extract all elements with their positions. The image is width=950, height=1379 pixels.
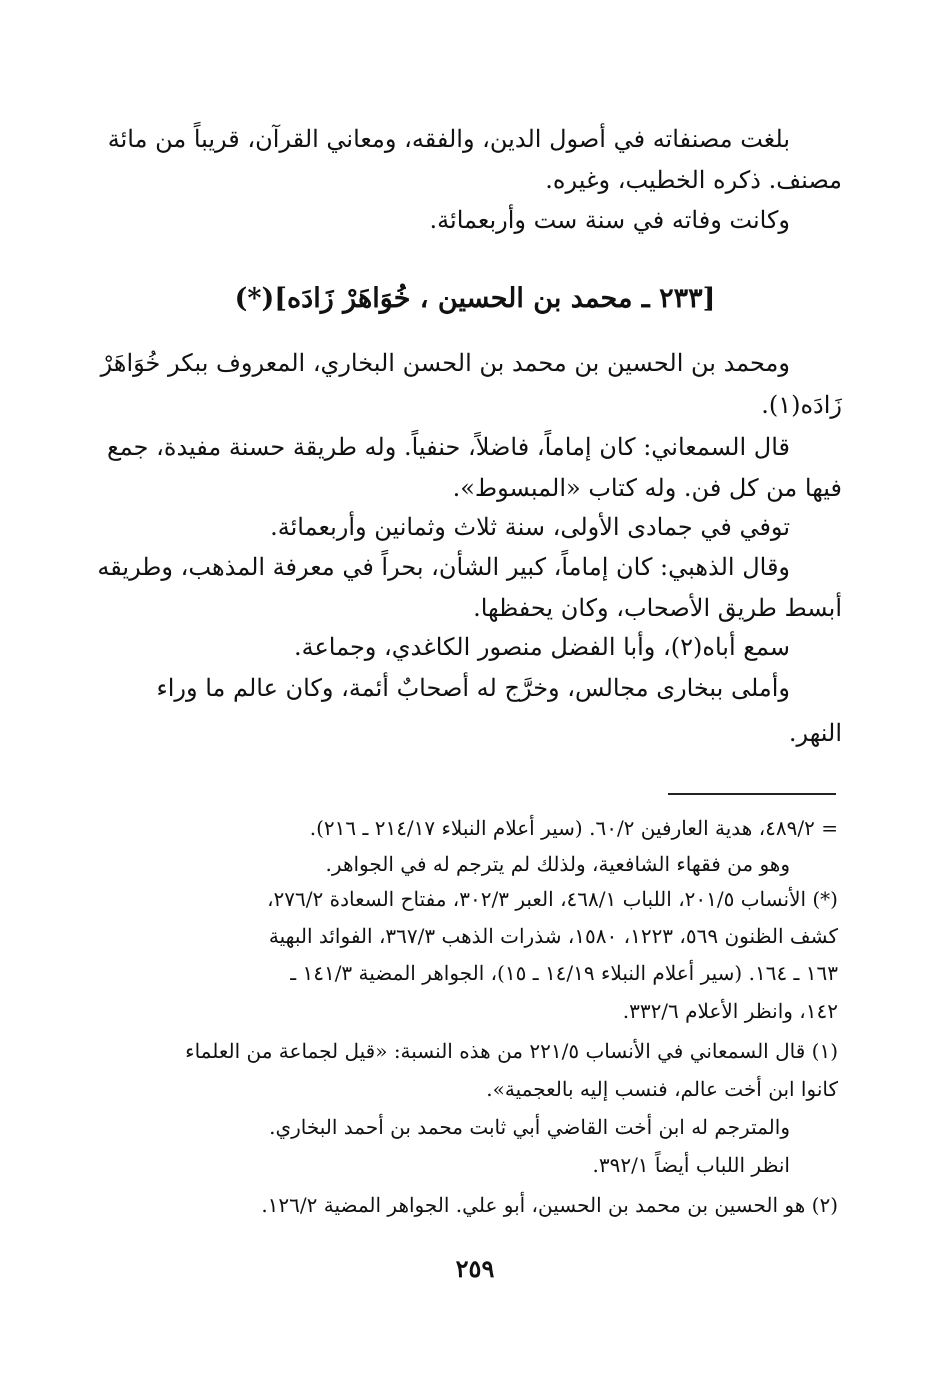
text-line: مصنف. ذكره الخطيب، وغيره. — [545, 166, 842, 194]
footnote-separator — [668, 793, 836, 795]
text-line: أبسط طريق الأصحاب، وكان يحفظها. — [473, 594, 842, 622]
text-line: فيها من كل فن. وله كتاب «المبسوط». — [452, 474, 842, 502]
footnote-line: وهو من فقهاء الشافعية، ولذلك لم يترجم له في الجواهر. — [325, 852, 790, 876]
text-line: قال السمعاني: كان إماماً، فاضلاً، حنفياً. وله طريقة حسنة مفيدة، جمع — [107, 433, 790, 461]
footnote-line: كشف الظنون ٥٦٩، ١٢٢٣، ١٥٨٠، شذرات الذهب ٣٦٧/٣، الفوائد البهية — [268, 924, 838, 948]
footnote-line: والمترجم له ابن أخت القاضي أبي ثابت محمد بن أحمد البخاري. — [269, 1115, 790, 1139]
footnote-line: كانوا ابن أخت عالم، فنسب إليه بالعجمية». — [486, 1077, 838, 1101]
footnote-line: = ٤٨٩/٢، هدية العارفين ٦٠/٢. (سير أعلام النبلاء ٢١٤/١٧ ـ ٢١٦). — [309, 816, 838, 840]
text-line: وقال الذهبي: كان إماماً، كبير الشأن، بحراً في معرفة المذهب، وطريقه — [97, 553, 790, 581]
footnote-line: ١٦٣ ـ ١٦٤. (سير أعلام النبلاء ١٤/١٩ ـ ١٥)، الجواهر المضية ١٤١/٣ ـ — [290, 961, 838, 985]
footnote-line: (١) قال السمعاني في الأنساب ٢٢١/٥ من هذه النسبة: «قيل لجماعة من العلماء — [185, 1039, 838, 1063]
text-line: النهر. — [788, 719, 842, 747]
footnote-line: ١٤٢، وانظر الأعلام ٣٣٢/٦. — [622, 999, 838, 1023]
text-line: زَادَه(١). — [761, 391, 842, 419]
text-line: بلغت مصنفاته في أصول الدين، والفقه، ومعاني القرآن، قريباً من مائة — [107, 125, 790, 153]
footnote-line: (٢) هو الحسين بن محمد بن الحسين، أبو علي. الجواهر المضية ١٢٦/٢. — [261, 1193, 838, 1217]
text-line: سمع أباه(٢)، وأبا الفضل منصور الكاغدي، وجماعة. — [293, 633, 790, 661]
text-line: توفي في جمادى الأولى، سنة ثلاث وثمانين وأربعمائة. — [270, 513, 790, 541]
page-number: ٢٥٩ — [455, 1254, 495, 1283]
text-line: وكانت وفاته في سنة ست وأربعمائة. — [429, 206, 790, 234]
text-line: وأملى ببخارى مجالس، وخرَّج له أصحابٌ أئمة، وكان عالم ما وراء — [156, 674, 790, 702]
footnote-line: (*) الأنساب ٢٠١/٥، اللباب ٤٦٨/١، العبر ٣٠٢/٣، مفتاح السعادة ٢٧٦/٢، — [267, 887, 838, 911]
entry-heading: [٢٣٣ ـ محمد بن الحسين ، خُوَاهَرْ زَادَه](*) — [234, 283, 716, 314]
footnote-line: انظر اللباب أيضاً ٣٩٢/١. — [592, 1153, 790, 1177]
text-line: ومحمد بن الحسين بن محمد بن الحسن البخاري، المعروف ببكر خُوَاهَرْ — [100, 349, 790, 377]
